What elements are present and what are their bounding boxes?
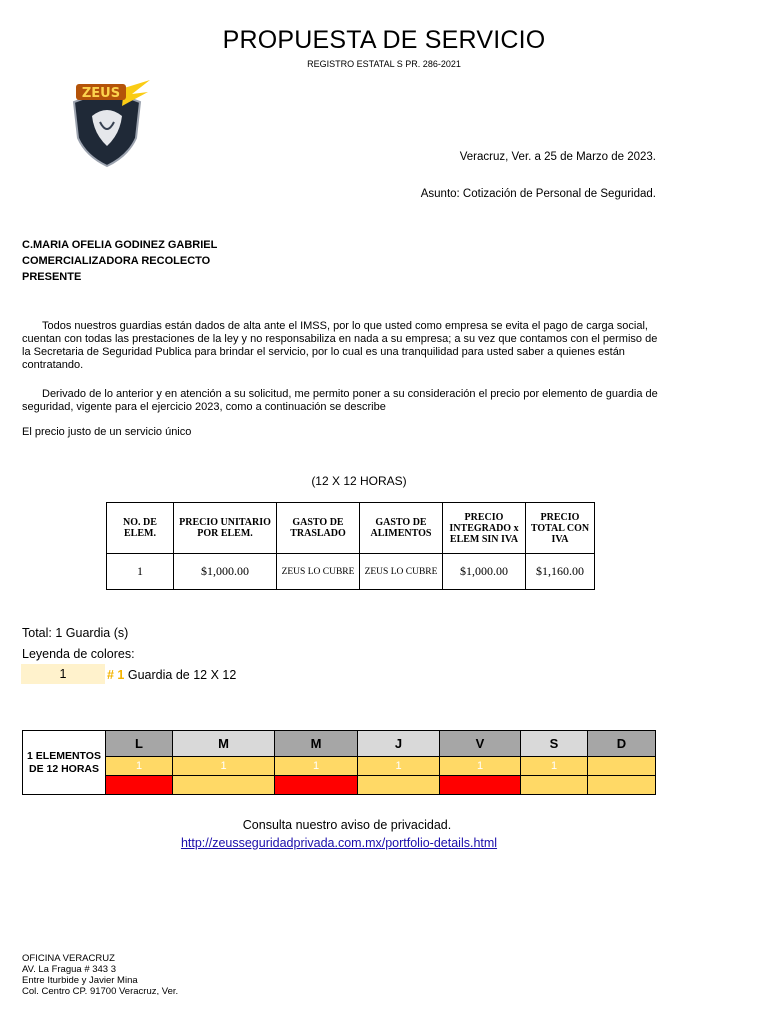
date-line: Veracruz, Ver. a 25 de Marzo de 2023. <box>459 151 656 163</box>
price-table <box>106 502 595 590</box>
schedule-table <box>22 730 656 795</box>
value-l: 1 <box>106 757 173 776</box>
cell-gasto-alimentos: ZEUS LO CUBRE <box>360 554 443 590</box>
office-line-4: Col. Centro CP. 91700 Veracruz, Ver. <box>22 986 179 995</box>
legend-hash: # 1 <box>107 668 125 682</box>
header-no-elem: NO. DE ELEM. <box>107 503 174 554</box>
office-line-1: OFICINA VERACRUZ <box>22 953 115 964</box>
cell-precio-total: $1,160.00 <box>526 554 595 590</box>
color-cell-j <box>358 776 440 795</box>
day-m1: M <box>173 731 275 757</box>
total-line: Total: 1 Guardia (s) <box>22 626 129 640</box>
shift-label: (12 X 12 HORAS) <box>311 474 407 488</box>
day-j: J <box>358 731 440 757</box>
addressee-name: C.MARIA OFELIA GODINEZ GABRIEL <box>22 239 218 251</box>
cell-no-elem: 1 <box>107 554 174 590</box>
color-cell-d <box>588 776 656 795</box>
legend-text: Guardia de 12 X 12 <box>127 668 237 682</box>
value-m2: 1 <box>275 757 358 776</box>
office-line-3: Entre Iturbide y Javier Mina <box>22 975 138 986</box>
svg-text:ZEUS: ZEUS <box>81 86 121 101</box>
price-table-header-row <box>107 503 595 554</box>
value-j: 1 <box>358 757 440 776</box>
zeus-logo <box>62 76 152 168</box>
cell-precio-unitario: $1,000.00 <box>174 554 277 590</box>
office-address <box>22 953 322 995</box>
paragraph-1: Todos nuestros guardias están dados de alta ante el IMSS, por lo que usted como empresa se evita el pago de carga social, cuentan con todas las prestaciones de la ley y no responsabiliza en nada a su empresa; a su vez que contamos con el permiso de la Secretaria de Seguridad Publica para brindar el servicio, por lo cual es una tranquilidad para usted saber a quienes están contratando. <box>22 320 658 371</box>
value-d <box>588 757 656 776</box>
header-gasto-alimentos: GASTO DE ALIMENTOS <box>360 503 443 554</box>
privacy-link[interactable]: http://zeusseguridadprivada.com.mx/portfolio-details.html <box>180 836 498 850</box>
addressee-presente: PRESENTE <box>22 271 82 283</box>
paragraph-2: Derivado de lo anterior y en atención a su solicitud, me permito poner a su consideración el precio por elemento de guardia de seguridad, vigente para el ejercicio 2023, como a continuación se describe <box>22 388 658 413</box>
header-precio-integrado: PRECIO INTEGRADO x ELEM SIN IVA <box>443 503 526 554</box>
schedule-label: 1 ELEMENTOS DE 12 HORAS <box>23 731 106 795</box>
header-gasto-traslado: GASTO DE TRASLADO <box>277 503 360 554</box>
cell-precio-integrado: $1,000.00 <box>443 554 526 590</box>
header-precio-unitario: PRECIO UNITARIO POR ELEM. <box>174 503 277 554</box>
day-s: S <box>521 731 588 757</box>
legend-title: Leyenda de colores: <box>22 647 135 661</box>
day-v: V <box>440 731 521 757</box>
cell-gasto-traslado: ZEUS LO CUBRE <box>277 554 360 590</box>
privacy-text: Consulta nuestro aviso de privacidad. <box>242 818 452 832</box>
color-cell-m2 <box>275 776 358 795</box>
value-v: 1 <box>440 757 521 776</box>
document-title: PROPUESTA DE SERVICIO <box>222 26 546 54</box>
header-precio-total: PRECIO TOTAL CON IVA <box>526 503 595 554</box>
registro-estatal: REGISTRO ESTATAL S PR. 286-2021 <box>307 59 461 69</box>
price-table-row <box>107 554 595 590</box>
addressee-block <box>22 237 217 285</box>
color-cell-v <box>440 776 521 795</box>
legend-entry <box>107 668 236 682</box>
office-line-2: AV. La Fragua # 343 3 <box>22 964 117 975</box>
subject-line: Asunto: Cotización de Personal de Seguridad. <box>420 188 656 200</box>
day-d: D <box>588 731 656 757</box>
legend-box: 1 <box>21 664 105 684</box>
value-s: 1 <box>521 757 588 776</box>
color-cell-m1 <box>173 776 275 795</box>
addressee-company: COMERCIALIZADORA RECOLECTO <box>22 255 211 267</box>
color-cell-l <box>106 776 173 795</box>
paragraph-3: El precio justo de un servicio único <box>22 426 192 438</box>
color-cell-s <box>521 776 588 795</box>
day-l: L <box>106 731 173 757</box>
value-m1: 1 <box>173 757 275 776</box>
day-m2: M <box>275 731 358 757</box>
